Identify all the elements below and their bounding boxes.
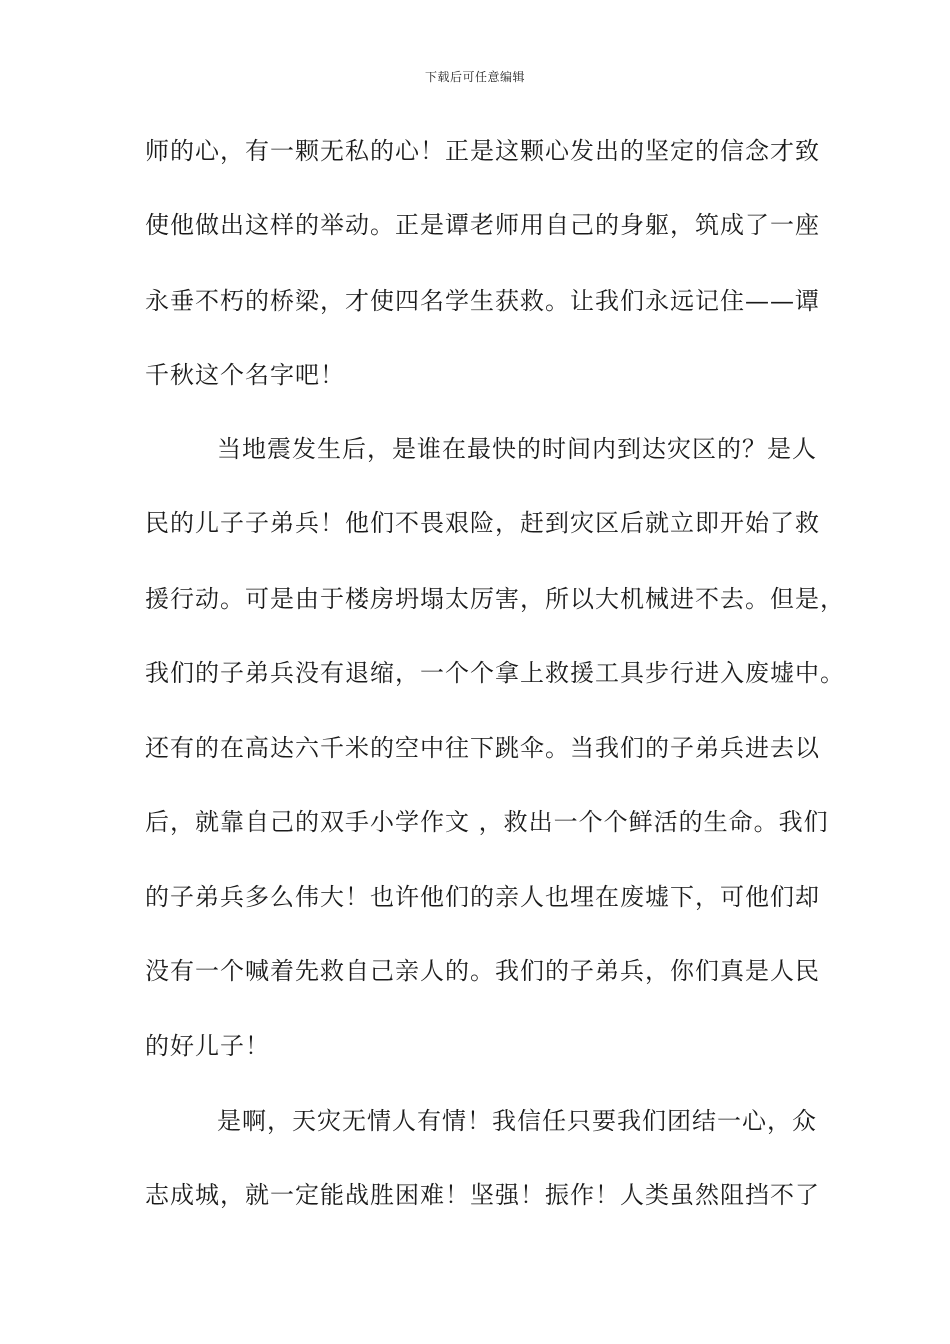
text-line: 永垂不朽的桥梁，才使四名学生获救。让我们永远记住——谭 — [145, 287, 820, 315]
page-header: 下载后可任意编辑 — [424, 70, 525, 84]
text-line: 志成城，就一定能战胜困难！坚强！振作！人类虽然阻挡不了 — [145, 1181, 820, 1209]
text-line: 援行动。可是由于楼房坍塌太厉害，所以大机械进不去。但是， — [145, 585, 845, 613]
text-line: 后，就靠自己的双手小学作文 ，救出一个个鲜活的生命。我们 — [145, 808, 829, 836]
paragraph-first-line: 是啊，天灾无情人有情！我信任只要我们团结一心，众 — [217, 1107, 817, 1135]
text-line: 我们的子弟兵没有退缩，一个个拿上救援工具步行进入废墟中。 — [145, 659, 845, 687]
text-line: 使他做出这样的举动。正是谭老师用自己的身躯，筑成了一座 — [145, 211, 820, 239]
paragraph-first-line: 当地震发生后，是谁在最快的时间内到达灾区的？是人 — [217, 435, 817, 463]
text-line: 的子弟兵多么伟大！也许他们的亲人也埋在废墟下，可他们却 — [145, 883, 820, 911]
text-line: 民的儿子子弟兵！他们不畏艰险，赶到灾区后就立即开始了救 — [145, 509, 820, 537]
text-line: 没有一个喊着先救自己亲人的。我们的子弟兵，你们真是人民 — [145, 957, 820, 985]
text-line: 师的心，有一颗无私的心！正是这颗心发出的坚定的信念才致 — [145, 137, 820, 165]
text-line: 千秋这个名字吧！ — [145, 361, 345, 389]
text-line: 的好儿子！ — [145, 1032, 270, 1060]
text-line: 还有的在高达六千米的空中往下跳伞。当我们的子弟兵进去以 — [145, 734, 820, 762]
